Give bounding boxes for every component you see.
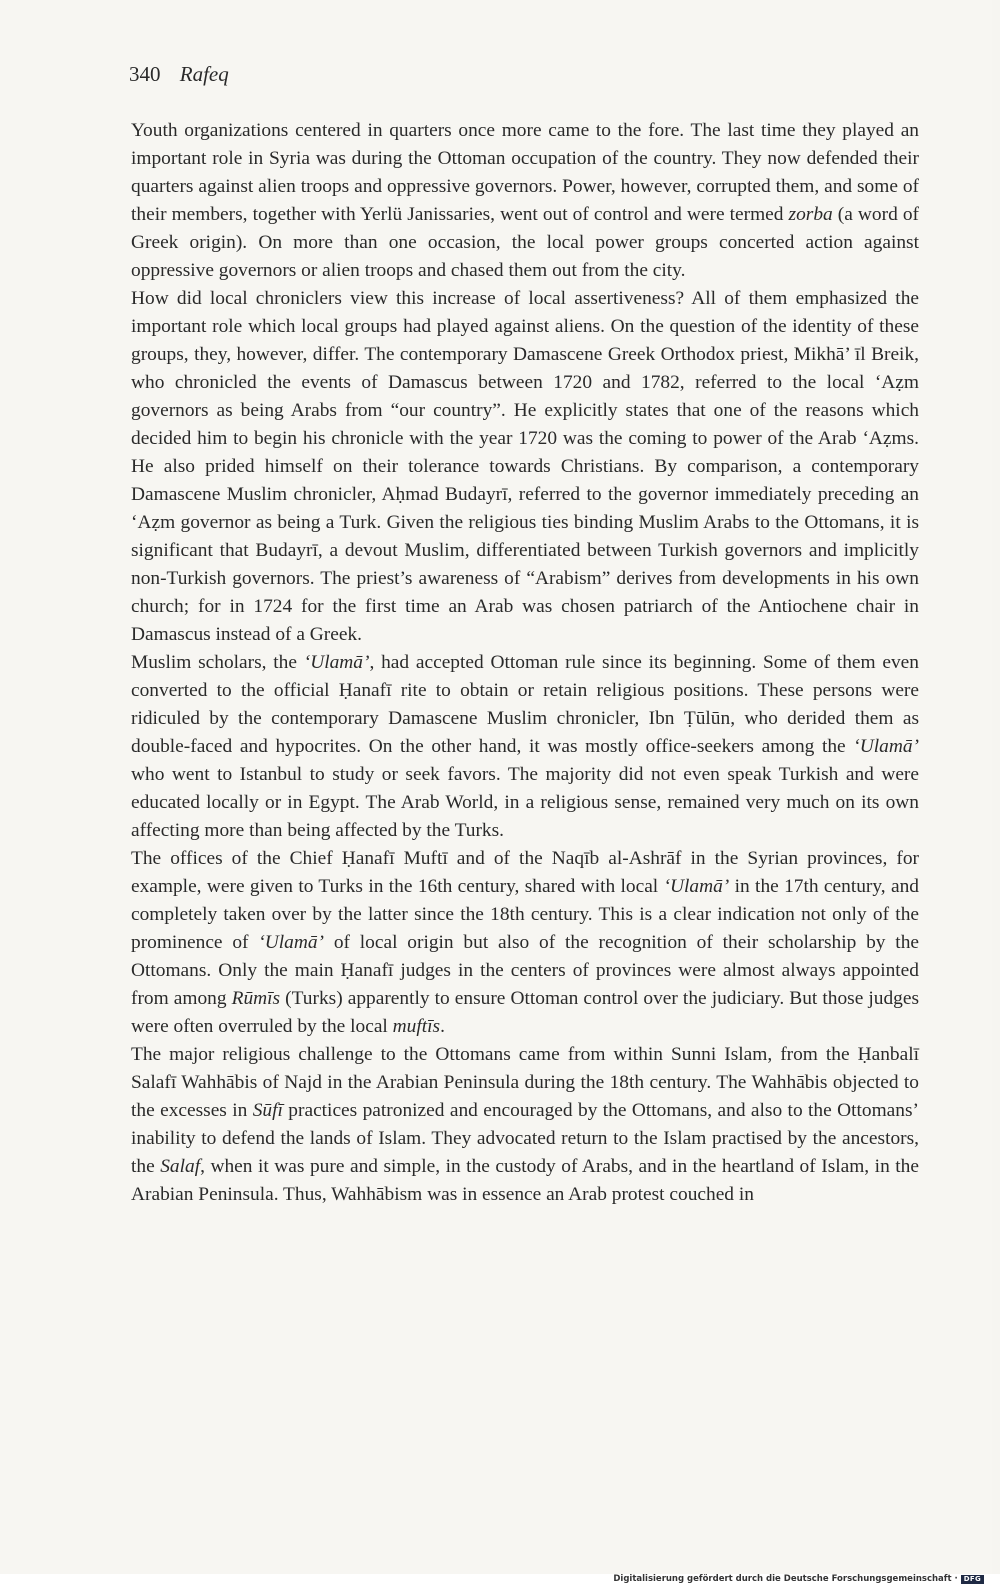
term-zorba: zorba	[788, 204, 833, 225]
term-ulama: ‘Ulamā’	[258, 932, 325, 953]
paragraph-4: The offices of the Chief Ḥanafī Muftī and of the Naqīb al-Ashrāf in the Syrian provinces, for example, were given to Turks in the 16th century, shared with local ‘Ulamā’ in the 17th century, and completely taken over by the latter since the 18th century. This is a clear indication not only of the prominence of ‘Ulamā’ of local origin but also of the recognition of their scholarship by the Ottomans. Only the main Ḥanafī judges in the centers of provinces were almost always appointed from among Rūmīs (Turks) apparently to ensure Ottoman control over the judiciary. But those judges were often overruled by the local muftīs.	[131, 848, 920, 1037]
paragraph-5: The major religious challenge to the Ottomans came from within Sunni Islam, from the Ḥanbalī Salafī Wahhābis of Najd in the Arabian Peninsula during the 18th century. The Wahhābis objected to the excesses in Sūfī practices patronized and encouraged by the Ottomans, and also to the Ottomans’ inability to defend the lands of Islam. They advocated return to the Islam practised by the ancestors, the Salaf, when it was pure and simple, in the custody of Arabs, and in the heartland of Islam, in the Arabian Peninsula. Thus, Wahhābism was in essence an Arab protest couched in	[131, 1044, 919, 1205]
term-salaf: Salaf	[160, 1156, 201, 1177]
term-ulama: ‘Ulamā’	[663, 876, 730, 897]
paragraph-3: Muslim scholars, the ‘Ulamā’, had accepted Ottoman rule since its beginning. Some of them even converted to the official Ḥanafī rite to obtain or retain religious positions. These persons were ridiculed by the contemporary Damascene Muslim chronicler, Ibn Ṭūlūn, who derided them as double-faced and hypocrites. On the other hand, it was mostly office-seekers among the ‘Ulamā’ who went to Istanbul to study or seek favors. The majority did not even speak Turkish and were educated locally or in Egypt. The Arab World, in a religious sense, remained very much on its own affecting more than being affected by the Turks.	[131, 652, 919, 841]
term-ulama: ‘Ulamā’	[303, 652, 370, 673]
term-muftis: muftīs	[392, 1016, 441, 1037]
paragraph-2: How did local chroniclers view this increase of local assertiveness? All of them emphasized the important role which local groups had played against aliens. On the question of the identity of these groups, they, however, differ. The contemporary Damascene Greek Orthodox priest, Mikhā’ īl Breik, who chronicled the events of Damascus between 1720 and 1782, referred to the local ‘Aẓm governors as being Arabs from “our country”. He explicitly states that one of the reasons which decided him to begin his chronicle with the year 1720 was the coming to power of the Arab ‘Aẓms. He also prided himself on their tolerance towards Christians. By comparison, a contemporary Damascene Muslim chronicler, Aḥmad Budayrī, referred to the governor immediately preceding an ‘Aẓm governor as being a Turk. Given the religious ties binding Muslim Arabs to the Ottomans, it is significant that Budayrī, a devout Muslim, differentiated between Turkish governors and implicitly non-Turkish governors. The priest’s awareness of “Arabism” derives from developments in his own church; for in 1724 for the first time an Arab was chosen patriarch of the Antiochene chair in Damascus instead of a Greek.	[131, 288, 919, 645]
footer-credit: Digitalisierung gefördert durch die Deutsche Forschungsgemeinschaft ·	[613, 1574, 958, 1584]
term-sufi: Sūfī	[252, 1100, 283, 1121]
page-number: 340	[129, 62, 161, 86]
running-header	[129, 56, 229, 92]
running-head-author: Rafeq	[179, 62, 229, 86]
body-text	[131, 117, 919, 1209]
term-rumis: Rūmīs	[231, 988, 281, 1009]
paragraph-1: Youth organizations centered in quarters once more came to the fore. The last time they played an important role in Syria was during the Ottoman occupation of the country. They now defended their quarters against alien troops and oppressive governors. Power, however, corrupted them, and some of their members, together with Yerlü Janissaries, went out of control and were termed zorba (a word of Greek origin). On more than one occasion, the local power groups concerted action against oppressive governors or alien troops and chased them out from the city.	[131, 120, 919, 281]
digitization-footer	[613, 1574, 984, 1584]
dfg-logo-icon: DFG	[961, 1575, 984, 1584]
term-ulama: ‘Ulamā’	[853, 736, 919, 757]
